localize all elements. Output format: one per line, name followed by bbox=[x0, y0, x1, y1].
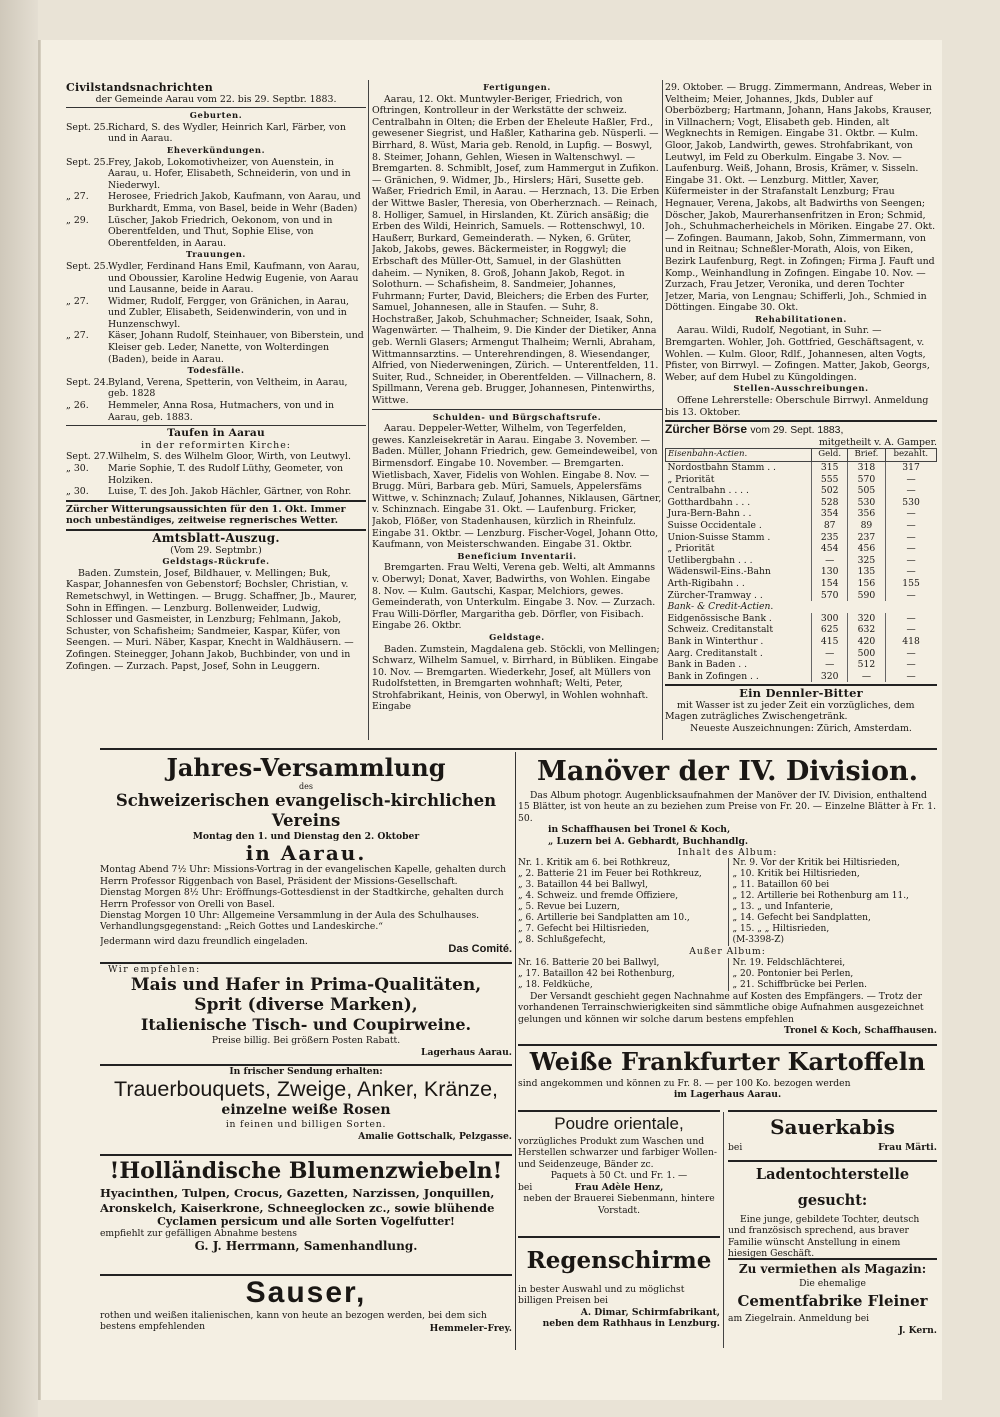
boerse-row bbox=[666, 520, 937, 532]
ad-jv-footer bbox=[100, 936, 512, 958]
boerse-bezahlt: — bbox=[885, 520, 936, 532]
trauer-roses: einzelne weiße Rosen bbox=[221, 1102, 391, 1119]
album-item: „ 5. Revue bei Luzern, bbox=[518, 902, 620, 913]
boerse-bezahlt: — bbox=[885, 555, 936, 567]
album-item: „ 2. Batterie 21 im Feuer bei Rothkreuz, bbox=[518, 869, 702, 880]
sauser-text: rothen und weißen italienischen, kann von heute an bezogen werden, bei dem sich bestens empfehlenden bbox=[100, 1310, 487, 1333]
sauser-title: Sauser, bbox=[245, 1276, 367, 1309]
boerse-geld: 300 bbox=[812, 613, 848, 625]
jv-place: in Aarau. bbox=[245, 841, 367, 866]
boerse-bezahlt: — bbox=[885, 543, 936, 555]
album-item: „ 14. Gefecht bei Sandplatten, bbox=[732, 913, 871, 924]
entry-text: Richard, S. des Wydler, Heinrich Karl, Färber, von und in Aarau. bbox=[108, 121, 346, 145]
poudre-signature: Frau Adèle Henz, bbox=[574, 1182, 664, 1194]
boerse-row bbox=[666, 485, 937, 497]
promises-heading: Eheverkündungen. bbox=[166, 144, 266, 155]
boerse-brief: 420 bbox=[848, 636, 885, 648]
boerse-bezahlt: — bbox=[885, 566, 936, 578]
holl-text: Hyacinthen, Tulpen, Crocus, Gazetten, Narzissen, Jonquillen, Aronskelch, Kaiserkrone, Schneeglocken zc., sowie blühende bbox=[100, 1186, 495, 1215]
entry-text: Widmer, Rudolf, Fergger, von Gränichen, in Aarau, und Zubler, Elisabeth, Seidenwinderin, von und in Hunzenschwyl. bbox=[108, 295, 349, 330]
rehab-text: Aarau. Wildi, Rudolf, Negotiant, in Suhr. — Bremgarten. Wohler, Joh. Gottfried, Geschäftsagent, v. Wohlen. — Kulm. Gloor, Rdlf., Johannesen, alten Vogts, Pfister, von Birrwyl. — Zofingen. Matter, Jakob, Georgs, Weber, auf dem Hubel zu Küngoldingen. bbox=[665, 325, 930, 383]
entry-date: Sept. 25. bbox=[66, 156, 109, 168]
zuverm-title: Zu vermiethen als Magazin: bbox=[738, 1262, 927, 1276]
album-item: Nr. 16. Batterie 20 bei Ballwyl, bbox=[518, 957, 660, 968]
poudre-title: Poudre orientale, bbox=[554, 1114, 684, 1133]
column3-top-text: 29. Oktober. — Brugg. Zimmermann, Andreas, Weber in Veltheim; Meier, Johannes, Jkds, Dubler auf Oberbözberg; Hartmann, Johann, Hans Jakobs, Krauser, in Villnachern; Vogt, Elisabeth geb. Hinden, alt Wegknechts in Remigen. Eingabe 31. Oktbr. — Kulm. Gloor, Jakob, Landwirth, gewes. Strohfabrikant, von Leutwyl, im Feld zu Oberkulm. Eingabe 3. Nov. — Laufenburg. Weiß, Johann, Brosis, Krämer, v. Sisseln. Eingabe 31. Okt. — Lenzburg. Mittler, Xaver, Küfermeister in der Strafanstalt Lenzburg; Frau Hegnauer, Verena, Jakobs, alt Badwirths von Seengen; Döscher, Jakob, Maurerhansenfritzen in Eron; Schmid, Joh., Schuhmacherheichels in Möriken. Eingabe 27. Okt. — Zofingen. Baumann, Jakob, Sohn, Zimmermann, von und in Reitnau; Schneßler-Morath, Alois, von Eiken, Bezirk Laufenburg, Regt. in Zofingen; Firma J. Fauft und Komp., Weinhandlung in Zofingen. Eingabe 10. Nov. — Zurzach, Frau Jetzer, Veronika, und deren Tochter Jetzer, Maria, von Lengnau; Schifferli, Joh., Schmied in Döttingen. Eingabe 30. Okt. bbox=[665, 82, 936, 314]
boerse-geld: 320 bbox=[812, 671, 848, 683]
man-extra bbox=[518, 958, 937, 991]
dennler-text: mit Wasser ist zu jeder Zeit ein vorzügliches, dem Magen zuträgliches Zwischengetränk. bbox=[665, 699, 915, 723]
cem-title: Cementfabrike Fleiner bbox=[737, 1292, 928, 1311]
trauer-signature: Amalie Gottschalk, Pelzgasse. bbox=[358, 1130, 512, 1142]
boerse-stock-name: Uetlibergbahn . . . bbox=[667, 554, 753, 566]
poudre-location: neben der Brauerei Siebenmann, hintere Vorstadt. bbox=[523, 1193, 715, 1216]
poudre-price: Paquets à 50 Ct. und Fr. 1. — bbox=[550, 1170, 688, 1182]
man-extra-heading: Außer Album: bbox=[689, 946, 766, 958]
boerse-row bbox=[666, 671, 937, 683]
boerse-bezahlt: 155 bbox=[885, 578, 936, 590]
marriages-heading: Trauungen. bbox=[186, 249, 246, 260]
boerse-brief: 456 bbox=[848, 543, 885, 555]
boerse-geld: 625 bbox=[812, 624, 848, 636]
ad-blumenzwiebeln bbox=[100, 1154, 512, 1274]
entry-date: „ 27. bbox=[66, 295, 89, 307]
man-intro: Das Album photogr. Augenblicksaufnahmen der Manöver der IV. Division, enthaltend 15 Blätter, ist von heute an zu beziehen zum Preise von Fr. 20. — Einzelne Blätter à Fr. 1. 50. bbox=[518, 790, 937, 824]
boerse-geld: — bbox=[812, 648, 848, 660]
boerse-geld: 415 bbox=[812, 636, 848, 648]
boerse-geld: 235 bbox=[812, 532, 848, 544]
beneficium-heading: Beneficium Inventarii. bbox=[457, 550, 577, 561]
fertigungen-heading: Fertigungen. bbox=[483, 82, 551, 92]
entry-text: Byland, Verena, Spetterin, von Veltheim, in Aarau, geb. 1828 bbox=[108, 376, 348, 400]
cem-signature: J. Kern. bbox=[898, 1324, 937, 1336]
boerse-stock-name: Zürcher-Tramway . . bbox=[667, 589, 763, 601]
ad-sauerkabis bbox=[728, 1110, 937, 1162]
boerse-stock-name: Aarg. Creditanstalt . bbox=[667, 647, 763, 659]
regen-signature: A. Dimar, Schirmfabrikant, bbox=[580, 1306, 720, 1318]
ad-poudre bbox=[518, 1110, 720, 1236]
boerse-brief: — bbox=[848, 671, 885, 683]
mais-note: Preise billig. Bei größern Posten Rabatt. bbox=[211, 1035, 401, 1047]
deaths-heading: Todesfälle. bbox=[187, 365, 245, 376]
fertigungen-text: Aarau, 12. Okt. Muntwyler-Beriger, Friedrich, von Oftringen, Kontrolleur in der Werkstätte der schweiz. Centralbahn in Olten; die Erben der Eheleute Haßler, Frd., gewesener Siegrist, und Haßler, Katharina geb. Nüsperli. — Birrhard, 8. Wüst, Maria geb. Renold, in Lupfig. — Boswyl, 8. Steimer, Johann, Gehlen, Wiesen in Waltenschwyl. — Bremgarten. 8. Schmiblt, Josef, zum Hammergut in Zufikon. — Gränichen, 9. Widmer, Jb., Hirslers; Häri, Susette geb. Waßer, Friedrich Emil, in Aarau. — Herznach, 13. Die Erben der Wittwe Basler, Theresia, von Oberherznach. — Reinach, 8. Holliger, Samuel, in Hirslanden, Kt. Zürich ansäßig; die Erben des Wildi, Heinrich, Samuels. — Rottenschwyl, 10. Haußerr, Burkard, Gemeinderath. — Nyken, 6. Grüter, Jakob, Jakobs, gewes. Bäckermeister, in Roggwyl; die Erbschaft des Müller-Ott, Samuel, in der Glashütten daheim. — Nyniken, 8. Groß, Johann Jakob, Regot. in Solothurn. — Schafisheim, 8. Sandmeier, Johannes, Fuhrmann; Furter, David, Bleichers; die Erben des Furter, Samuel, Johannesen, alle in Staufen. — Suhr, 8. Hochstraßer, Jakob, Schuhmacher; Schneider, Isaak, Sohn, Wagenwärter. — Thalheim, 9. Die Kinder der Dietiker, Anna geb. Wernli Glasers; Armengut Thalheim; Wernli, Abraham, Wittmannsarztins. — Unterehrendingen, 8. Wiesendanger, Alfried, von Niederweningen, Zürich. — Unterentfelden, 11. Suiter, Rud., Schneider, in Oberentfelden. — Villnachern, 8. Spillmann, Verena geb. Brugger, Johannesen, Pintenwirths, Wittwe. bbox=[372, 93, 660, 407]
boerse-row bbox=[666, 555, 937, 567]
boerse-brief: 590 bbox=[848, 590, 885, 602]
boerse-geld: 555 bbox=[812, 474, 848, 486]
column-legal bbox=[372, 82, 662, 748]
boerse-stock-name: Suisse Occidentale . bbox=[667, 519, 762, 531]
amtsblatt-date: (Vom 29. Septmbr.) bbox=[170, 544, 262, 556]
boerse-row bbox=[666, 566, 937, 578]
regen-location: neben dem Rathhaus in Lenzburg. bbox=[542, 1318, 720, 1330]
boerse-row bbox=[666, 532, 937, 544]
entry-date: „ 27. bbox=[66, 330, 89, 342]
jv-item: Dienstag Morgen 8½ Uhr: Eröffnungs-Gottesdienst in der Stadtkirche, gehalten durch Herrn Professor von Orelli von Basel. bbox=[100, 887, 504, 910]
boerse-row bbox=[666, 508, 937, 520]
ads-inner-divider bbox=[723, 1112, 724, 1348]
column-civil bbox=[66, 82, 366, 748]
boerse-geld: 528 bbox=[812, 497, 848, 509]
boerse-brief: 500 bbox=[848, 648, 885, 660]
poudre-bei: bei bbox=[518, 1181, 533, 1193]
boerse-brief: 237 bbox=[848, 532, 885, 544]
man-shipping: Der Versandt geschieht gegen Nachnahme auf Kosten des Empfängers. — Trotz der vorhandenen Terrainschwierigkeiten sind sämmtliche obige Aufnahmen ausgezeichnet gelungen und können wir solche darum bestens empfehlen bbox=[518, 990, 924, 1025]
deaths-list bbox=[66, 377, 366, 423]
ad-magazin bbox=[728, 1258, 937, 1348]
entry-date: Sept. 25. bbox=[66, 121, 109, 133]
zuverm-subtitle: Die ehemalige bbox=[799, 1278, 866, 1289]
boerse-row bbox=[666, 497, 937, 509]
regen-text: in bester Auswahl und zu möglichst billigen Preisen bei bbox=[518, 1284, 685, 1307]
boerse-brief: 156 bbox=[848, 578, 885, 590]
baptism-subheading: in der reformirten Kirche: bbox=[141, 439, 291, 451]
cem-text: am Ziegelrain. Anmeldung bei bbox=[728, 1313, 870, 1325]
boerse-geld: 502 bbox=[812, 485, 848, 497]
register-entry bbox=[66, 261, 366, 296]
boerse-byline: mitgetheilt v. A. Gamper. bbox=[818, 436, 937, 448]
column-market bbox=[665, 82, 937, 748]
album-item: „ 12. Artillerie bei Rothenburg am 11., bbox=[732, 891, 909, 902]
ad-trauerbouquets bbox=[100, 1064, 512, 1154]
album-item: „ 4. Schweiz. und fremde Offiziere, bbox=[518, 891, 679, 902]
stellen-heading: Stellen-Ausschreibungen. bbox=[733, 383, 869, 394]
album-item: „ 3. Bataillon 44 bei Ballwyl, bbox=[518, 880, 649, 891]
boerse-stock-name: Bank in Baden . . bbox=[667, 659, 748, 671]
kart-signature: im Lagerhaus Aarau. bbox=[673, 1089, 782, 1101]
register-entry bbox=[66, 191, 366, 214]
album-item: „ 8. Schlußgefecht, bbox=[518, 935, 606, 946]
boerse-stock-name: Gotthardbahn . . . bbox=[667, 496, 751, 508]
column-divider bbox=[368, 80, 369, 740]
album-item: „ 7. Gefecht bei Hiltisrieden, bbox=[518, 924, 650, 935]
boerse-bezahlt: — bbox=[885, 590, 936, 602]
rehab-heading: Rehabilitationen. bbox=[755, 313, 847, 324]
boerse-bezahlt: 418 bbox=[885, 636, 936, 648]
boerse-bezahlt: — bbox=[885, 508, 936, 520]
civil-title: Civilstandsnachrichten bbox=[66, 82, 213, 94]
man-title: Manöver der IV. Division. bbox=[537, 756, 918, 787]
entry-text: Lüscher, Jakob Friedrich, Oekonom, von und in Oberentfelden, und Thut, Sophie Elise, von Oberentfelden, in Aarau. bbox=[108, 214, 333, 249]
laden-title: Ladentochterstelle gesucht: bbox=[755, 1166, 910, 1209]
beneficium-text: Bremgarten. Frau Welti, Verena geb. Welti, alt Ammanns v. Oberwyl; Donat, Xaver, Badwirths, von Wohlen. Eingabe 8. Nov. — Kulm. Gautschi, Kaspar, Melchiors, gewes. Gemeinderath, von Unterkulm. Eingabe 3. Nov. — Zurzach. Frau Willi-Dörfler, Margaritha geb. Dörfler, von Fisibach. Eingabe 26. Oktbr. bbox=[372, 562, 656, 632]
entry-date: „ 30. bbox=[66, 486, 89, 498]
register-entry bbox=[66, 215, 366, 250]
schulden-text: Aarau. Deppeler-Wetter, Wilhelm, von Tegerfelden, gewes. Kanzleisekretär in Aarau. Eingabe 3. November. — Baden. Müller, Johann Friedrich, gew. Gemeindeweibel, von Birmensdorf. Eingabe 10. November. — Bremgarten. Wietlisbach, Xaver, Fidelis von Wohlen. Eingabe 8. Nov. — Brugg. Müri, Barbara geb. Müri, Samuels, Appelersfäms Wittwe, v. Schinznach; Zulauf, Johannes, Niklausen, Gärtner, v. Schinznach. Eingabe 31. Okt. — Laufenburg. Fricker, Jakob, Flößer, von Stadenhausen, kürzlich in Rheinfulz. Eingabe 31. Oktbr. — Lenzburg. Fischer-Vogel, Johann Otto, Kaufmann, von Meisterschwanden. Eingabe 31. Oktbr. bbox=[372, 423, 662, 551]
holl-signature: G. J. Herrmann, Samenhandlung. bbox=[194, 1239, 418, 1254]
boerse-stock-name: Centralbahn . . . . bbox=[667, 485, 749, 497]
register-entry bbox=[66, 157, 366, 192]
boerse-row bbox=[666, 659, 937, 671]
register-entry bbox=[66, 296, 366, 331]
boerse-geld: 154 bbox=[812, 578, 848, 590]
schulden-heading: Schulden- und Bürgschaftsrufe. bbox=[432, 411, 602, 422]
boerse-table bbox=[665, 448, 937, 682]
mais-line: Mais und Hafer in Prima-Qualitäten, bbox=[130, 975, 482, 996]
ad-ladentochter bbox=[728, 1160, 937, 1258]
boerse-brief: 570 bbox=[848, 474, 885, 486]
boerse-stock-name: Schweiz. Creditanstalt bbox=[667, 624, 774, 636]
jv-item: Dienstag Morgen 10 Uhr: Allgemeine Versammlung in der Aula des Schulhauses. Verhandlungsgegenstand: „Reich Gottes und Landeskirche.“ bbox=[100, 910, 480, 933]
register-entry bbox=[66, 377, 366, 400]
boerse-brief: 89 bbox=[848, 520, 885, 532]
register-entry bbox=[66, 122, 366, 145]
boerse-bezahlt: 530 bbox=[885, 497, 936, 509]
trauer-headline: Trauerbouquets, Zweige, Anker, Kränze, bbox=[113, 1077, 499, 1102]
holl-recommend: empfiehlt zur gefälligen Abnahme bestens bbox=[100, 1228, 297, 1239]
civil-subtitle: der Gemeinde Aarau vom 22. bis 29. Septbr. 1883. bbox=[95, 93, 337, 105]
boerse-geld: 130 bbox=[812, 566, 848, 578]
poudre-text: vorzügliches Produkt zum Waschen und Herstellen schwarzer und farbiger Wollen- und Seidenzeuge, Bänder zc. bbox=[518, 1136, 717, 1170]
entry-text: Luise, T. des Joh. Jakob Hächler, Gärtner, von Rohr. bbox=[108, 486, 352, 498]
kart-title: Weiße Frankfurter Kartoffeln bbox=[529, 1047, 926, 1076]
boerse-stock-name: Eidgenössische Bank . bbox=[667, 612, 772, 624]
jv-des: des bbox=[299, 782, 313, 791]
jv-title: Jahres-Versammlung bbox=[166, 754, 446, 782]
holl-title: !Holländische Blumenzwiebeln! bbox=[109, 1158, 503, 1184]
ad-regenschirme bbox=[518, 1236, 720, 1348]
album-item: „ 21. Schiffbrücke bei Perlen. bbox=[732, 979, 867, 990]
man-signature: Tronel & Koch, Schaffhausen. bbox=[783, 1025, 937, 1037]
page-gutter bbox=[0, 0, 38, 1417]
ad-jahresversammlung bbox=[100, 754, 512, 936]
entry-text: Marie Sophie, T. des Rudolf Lüthy, Geometer, von Holziken. bbox=[108, 463, 344, 486]
boerse-geld: 354 bbox=[812, 508, 848, 520]
ad-manoever bbox=[518, 754, 937, 1040]
ad-sauser bbox=[100, 1274, 512, 1346]
boerse-geld: 454 bbox=[812, 543, 848, 555]
entry-text: Hemmeler, Anna Rosa, Hutmachers, von und in Aarau, geb. 1883. bbox=[108, 400, 335, 423]
man-contents-heading: Inhalt des Album: bbox=[677, 847, 778, 859]
boerse-section-heading: Bank- & Credit-Actien. bbox=[667, 601, 774, 613]
amtsblatt-subheading: Geldstags-Rückrufe. bbox=[162, 556, 270, 567]
mais-intro: Wir empfehlen: bbox=[108, 964, 201, 975]
trauer-quality: in feinen und billigen Sorten. bbox=[225, 1119, 387, 1131]
column-divider bbox=[662, 80, 663, 740]
boerse-brief: 356 bbox=[848, 508, 885, 520]
entry-text: Käser, Johann Rudolf, Steinhauer, von Biberstein, und Kleiser geb. Leder, Nanette, von Wolterdingen (Baden), beide in Aarau. bbox=[108, 330, 364, 365]
man-extra-right bbox=[728, 958, 938, 991]
entry-date: „ 29. bbox=[66, 214, 89, 226]
boerse-stock-name: „ Priorität bbox=[667, 473, 715, 485]
boerse-brief: 318 bbox=[848, 462, 885, 474]
jv-item: Montag Abend 7½ Uhr: Missions-Vortrag in der evangelischen Kapelle, gehalten durch Herrn Professor Riggenbach von Basel, Präsident der Missions-Gesellschaft. bbox=[100, 864, 506, 887]
holl-cyclamen: Cyclamen persicum und alle Sorten Vogelfutter! bbox=[157, 1215, 455, 1228]
entry-date: Sept. 27. bbox=[66, 451, 109, 463]
boerse-bezahlt: — bbox=[885, 613, 936, 625]
amtsblatt-title: Amtsblatt-Auszug. bbox=[152, 530, 280, 545]
boerse-bezahlt: — bbox=[885, 648, 936, 660]
boerse-stock-name: Nordostbahn Stamm . . bbox=[667, 462, 776, 473]
geldstage-text: Baden. Zumstein, Magdalena geb. Stöckli, von Mellingen; Schwarz, Wilhelm Samuel, v. Birrhard, in Bübliken. Eingabe 10. Nov. — Bremgarten. Wiederkehr, Josef, alt Müllers von Rudolfstetten, in Bremgarten wohnhaft; Welti, Peter, Strohfabrikant, Heinis, von Oberwyl, in Wohlen wohnhaft. Eingabe bbox=[372, 643, 660, 713]
ad-kartoffeln bbox=[518, 1044, 937, 1110]
boerse-row bbox=[666, 613, 937, 625]
geldstage-heading: Geldstage. bbox=[489, 631, 545, 642]
boerse-brief: 135 bbox=[848, 566, 885, 578]
baptism-heading: Taufen in Aarau bbox=[167, 427, 265, 440]
boerse-bezahlt: — bbox=[885, 624, 936, 636]
boerse-row bbox=[666, 462, 937, 474]
album-item: „ 17. Bataillon 42 bei Rothenburg, bbox=[518, 968, 675, 979]
ads-divider bbox=[100, 748, 937, 750]
jv-subtitle: Schweizerischen evangelisch-kirchlichen Vereins bbox=[115, 791, 497, 830]
dennler-title: Ein Dennler-Bitter bbox=[739, 686, 863, 701]
boerse-row bbox=[666, 636, 937, 648]
boerse-geld: 315 bbox=[812, 462, 848, 474]
boerse-row bbox=[666, 590, 937, 602]
trauer-intro: In frischer Sendung erhalten: bbox=[229, 1066, 383, 1077]
boerse-stock-name: Bank in Zofingen . . bbox=[667, 670, 759, 682]
mais-signature: Lagerhaus Aarau. bbox=[421, 1046, 512, 1058]
entry-text: Wydler, Ferdinand Hans Emil, Kaufmann, von Aarau, und Oboussier, Karoline Hedwig Eugenie, von Aarau und Lausanne, beide in Aarau. bbox=[108, 260, 360, 296]
boerse-row bbox=[666, 578, 937, 590]
boerse-brief: 512 bbox=[848, 659, 885, 671]
boerse-bezahlt: — bbox=[885, 532, 936, 544]
baptisms-list bbox=[66, 451, 366, 497]
boerse-row bbox=[666, 648, 937, 660]
entry-date: „ 26. bbox=[66, 400, 89, 412]
entry-date: Sept. 24. bbox=[66, 376, 109, 388]
boerse-stock-name: „ Priorität bbox=[667, 543, 715, 555]
man-contents-left bbox=[518, 858, 728, 946]
regen-title: Regenschirme bbox=[526, 1247, 712, 1274]
sauer-signature: Frau Märti. bbox=[878, 1142, 937, 1154]
man-dealer: „ Luzern bei A. Gebhardt, Buchhandlg. bbox=[548, 835, 749, 847]
man-contents bbox=[518, 858, 937, 946]
mais-line: Sprit (diverse Marken), bbox=[194, 995, 418, 1016]
amtsblatt-text: Baden. Zumstein, Josef, Bildhauer, v. Mellingen; Buk, Kaspar, Johannesfen von Gebenstorf; Bochsler, Christian, v. Remetschwyl, in Wettingen. — Brugg. Schaffner, Jb., Maurer, Sohn in Effingen. — Lenzburg. Bollenweider, Ludwig, Schlosser und Gasmeister, in Lenzburg; Fehlmann, Jakob, Schuster, von Schafisheim; Sandmeier, Kaspar, Küfer, von Seengen. — Muri. Näber, Kaspar, Knecht in Waldhäusern. — Zofingen. Steinegger, Johann Jakob, Buchbinder, von und in Zofingen. — Zurzach. Papst, Josef, Sohn in Leuggern. bbox=[66, 567, 357, 672]
entry-date: „ 30. bbox=[66, 463, 89, 474]
boerse-brief: 505 bbox=[848, 485, 885, 497]
births-heading: Geburten. bbox=[189, 110, 243, 121]
boerse-geld: 87 bbox=[812, 520, 848, 532]
album-item: Nr. 1. Kritik am 6. bei Rothkreuz, bbox=[518, 858, 671, 869]
boerse-bezahlt: — bbox=[885, 671, 936, 683]
ads-column-divider bbox=[515, 752, 516, 1350]
boerse-bezahlt: — bbox=[885, 485, 936, 497]
marriages-list bbox=[66, 261, 366, 365]
boerse-stock-name: Arth-Rigibahn . . bbox=[667, 577, 745, 589]
album-item: „ 6. Artillerie bei Sandplatten am 10., bbox=[518, 913, 690, 924]
jv-signature: Das Comité. bbox=[448, 943, 512, 956]
boerse-col-header: Eisenbahn-Actien. bbox=[666, 449, 812, 462]
jv-invite: Jedermann wird dazu freundlich eingeladen. bbox=[100, 936, 308, 947]
boerse-geld: — bbox=[812, 659, 848, 671]
sauer-title: Sauerkabis bbox=[770, 1115, 895, 1139]
entry-text: Herosee, Friedrich Jakob, Kaufmann, von Aarau, und Burkhardt, Emma, von Basel, beide in Wehr (Baden) bbox=[108, 191, 361, 214]
entry-date: Sept. 25. bbox=[66, 260, 109, 272]
album-item: „ 11. Bataillon 60 bei bbox=[732, 880, 830, 891]
register-entry bbox=[66, 330, 366, 365]
man-dealer: in Schaffhausen bei Tronel & Koch, bbox=[548, 824, 731, 836]
register-entry bbox=[66, 486, 366, 498]
sauser-signature: Hemmeler-Frey. bbox=[429, 1322, 512, 1334]
boerse-row bbox=[666, 624, 937, 636]
register-entry bbox=[66, 400, 366, 423]
boerse-date: vom 29. Sept. 1883, bbox=[750, 425, 844, 437]
register-entry bbox=[66, 463, 366, 486]
man-extra-left bbox=[518, 958, 728, 991]
promises-list bbox=[66, 157, 366, 250]
boerse-bezahlt: — bbox=[885, 474, 936, 486]
album-item: „ 15. „ „ Hiltisrieden, bbox=[732, 924, 830, 935]
album-item: „ 18. Feldküche, bbox=[518, 979, 593, 990]
entry-text: Wilhelm, S. des Wilhelm Gloor, Wirth, von Leutwyl. bbox=[108, 451, 351, 463]
boerse-brief: 530 bbox=[848, 497, 885, 509]
entry-date: „ 27. bbox=[66, 191, 89, 203]
stellen-text: Offene Lehrerstelle: Oberschule Birrwyl. Anmeldung bis 13. Oktober. bbox=[665, 395, 929, 418]
boerse-stock-name: Jura-Bern-Bahn . . bbox=[667, 508, 752, 520]
laden-text: Eine junge, gebildete Tochter, deutsch und französisch sprechend, aus braver Familie wünscht Anstellung in einem hiesigen Geschäft. bbox=[728, 1214, 920, 1258]
boerse-row bbox=[666, 543, 937, 555]
boerse-geld: — bbox=[812, 555, 848, 567]
album-item: (M-3398-Z) bbox=[732, 935, 784, 946]
entry-text: Frey, Jakob, Lokomotivheizer, von Auenstein, in Aarau, u. Hofer, Elisabeth, Schneiderin, von und in Niederwyl. bbox=[108, 156, 351, 191]
boerse-stock-name: Wädenswil-Eins.-Bahn bbox=[667, 566, 771, 578]
kart-text: sind angekommen und können zu Fr. 8. — per 100 Ko. bezogen werden bbox=[518, 1078, 851, 1089]
boerse-bezahlt: — bbox=[885, 659, 936, 671]
ad-lagerhaus bbox=[100, 962, 512, 1064]
boerse-brief: 325 bbox=[848, 555, 885, 567]
mais-line: Italienische Tisch- und Coupirweine. bbox=[140, 1015, 472, 1035]
boerse-col-header: Brief. bbox=[848, 449, 885, 462]
album-item: „ 20. Pontonier bei Perlen, bbox=[732, 968, 854, 979]
boerse-title: Zürcher Börse bbox=[665, 422, 748, 437]
boerse-col-header: bezahlt. bbox=[885, 449, 936, 462]
jv-date: Montag den 1. und Dienstag den 2. Oktober bbox=[192, 831, 420, 842]
boerse-bezahlt: 317 bbox=[885, 462, 936, 474]
boerse-brief: 320 bbox=[848, 613, 885, 625]
boerse-geld: 570 bbox=[812, 590, 848, 602]
man-contents-right bbox=[728, 858, 938, 946]
births-list bbox=[66, 122, 366, 145]
register-entry bbox=[66, 451, 366, 463]
boerse-stock-name: Union-Suisse Stamm . bbox=[667, 531, 771, 543]
album-item: Nr. 19. Feldschlächterei, bbox=[732, 957, 846, 968]
weather-forecast: Zürcher Witterungsaussichten für den 1. Okt. Immer noch unbeständiges, zeitweise regnerisches Wetter. bbox=[66, 503, 346, 527]
album-item: „ 10. Kritik bei Hiltisrieden, bbox=[732, 869, 860, 880]
dennler-footer: Neueste Auszeichnungen: Zürich, Amsterdam. bbox=[690, 723, 912, 735]
boerse-col-header: Geld. bbox=[812, 449, 848, 462]
boerse-brief: 632 bbox=[848, 624, 885, 636]
sauer-bei: bei bbox=[728, 1142, 743, 1153]
album-item: „ 13. „ und Infanterie, bbox=[732, 902, 834, 913]
boerse-row bbox=[666, 474, 937, 486]
boerse-stock-name: Bank in Winterthur . bbox=[667, 635, 764, 647]
album-item: Nr. 9. Vor der Kritik bei Hiltisrieden, bbox=[732, 858, 900, 869]
